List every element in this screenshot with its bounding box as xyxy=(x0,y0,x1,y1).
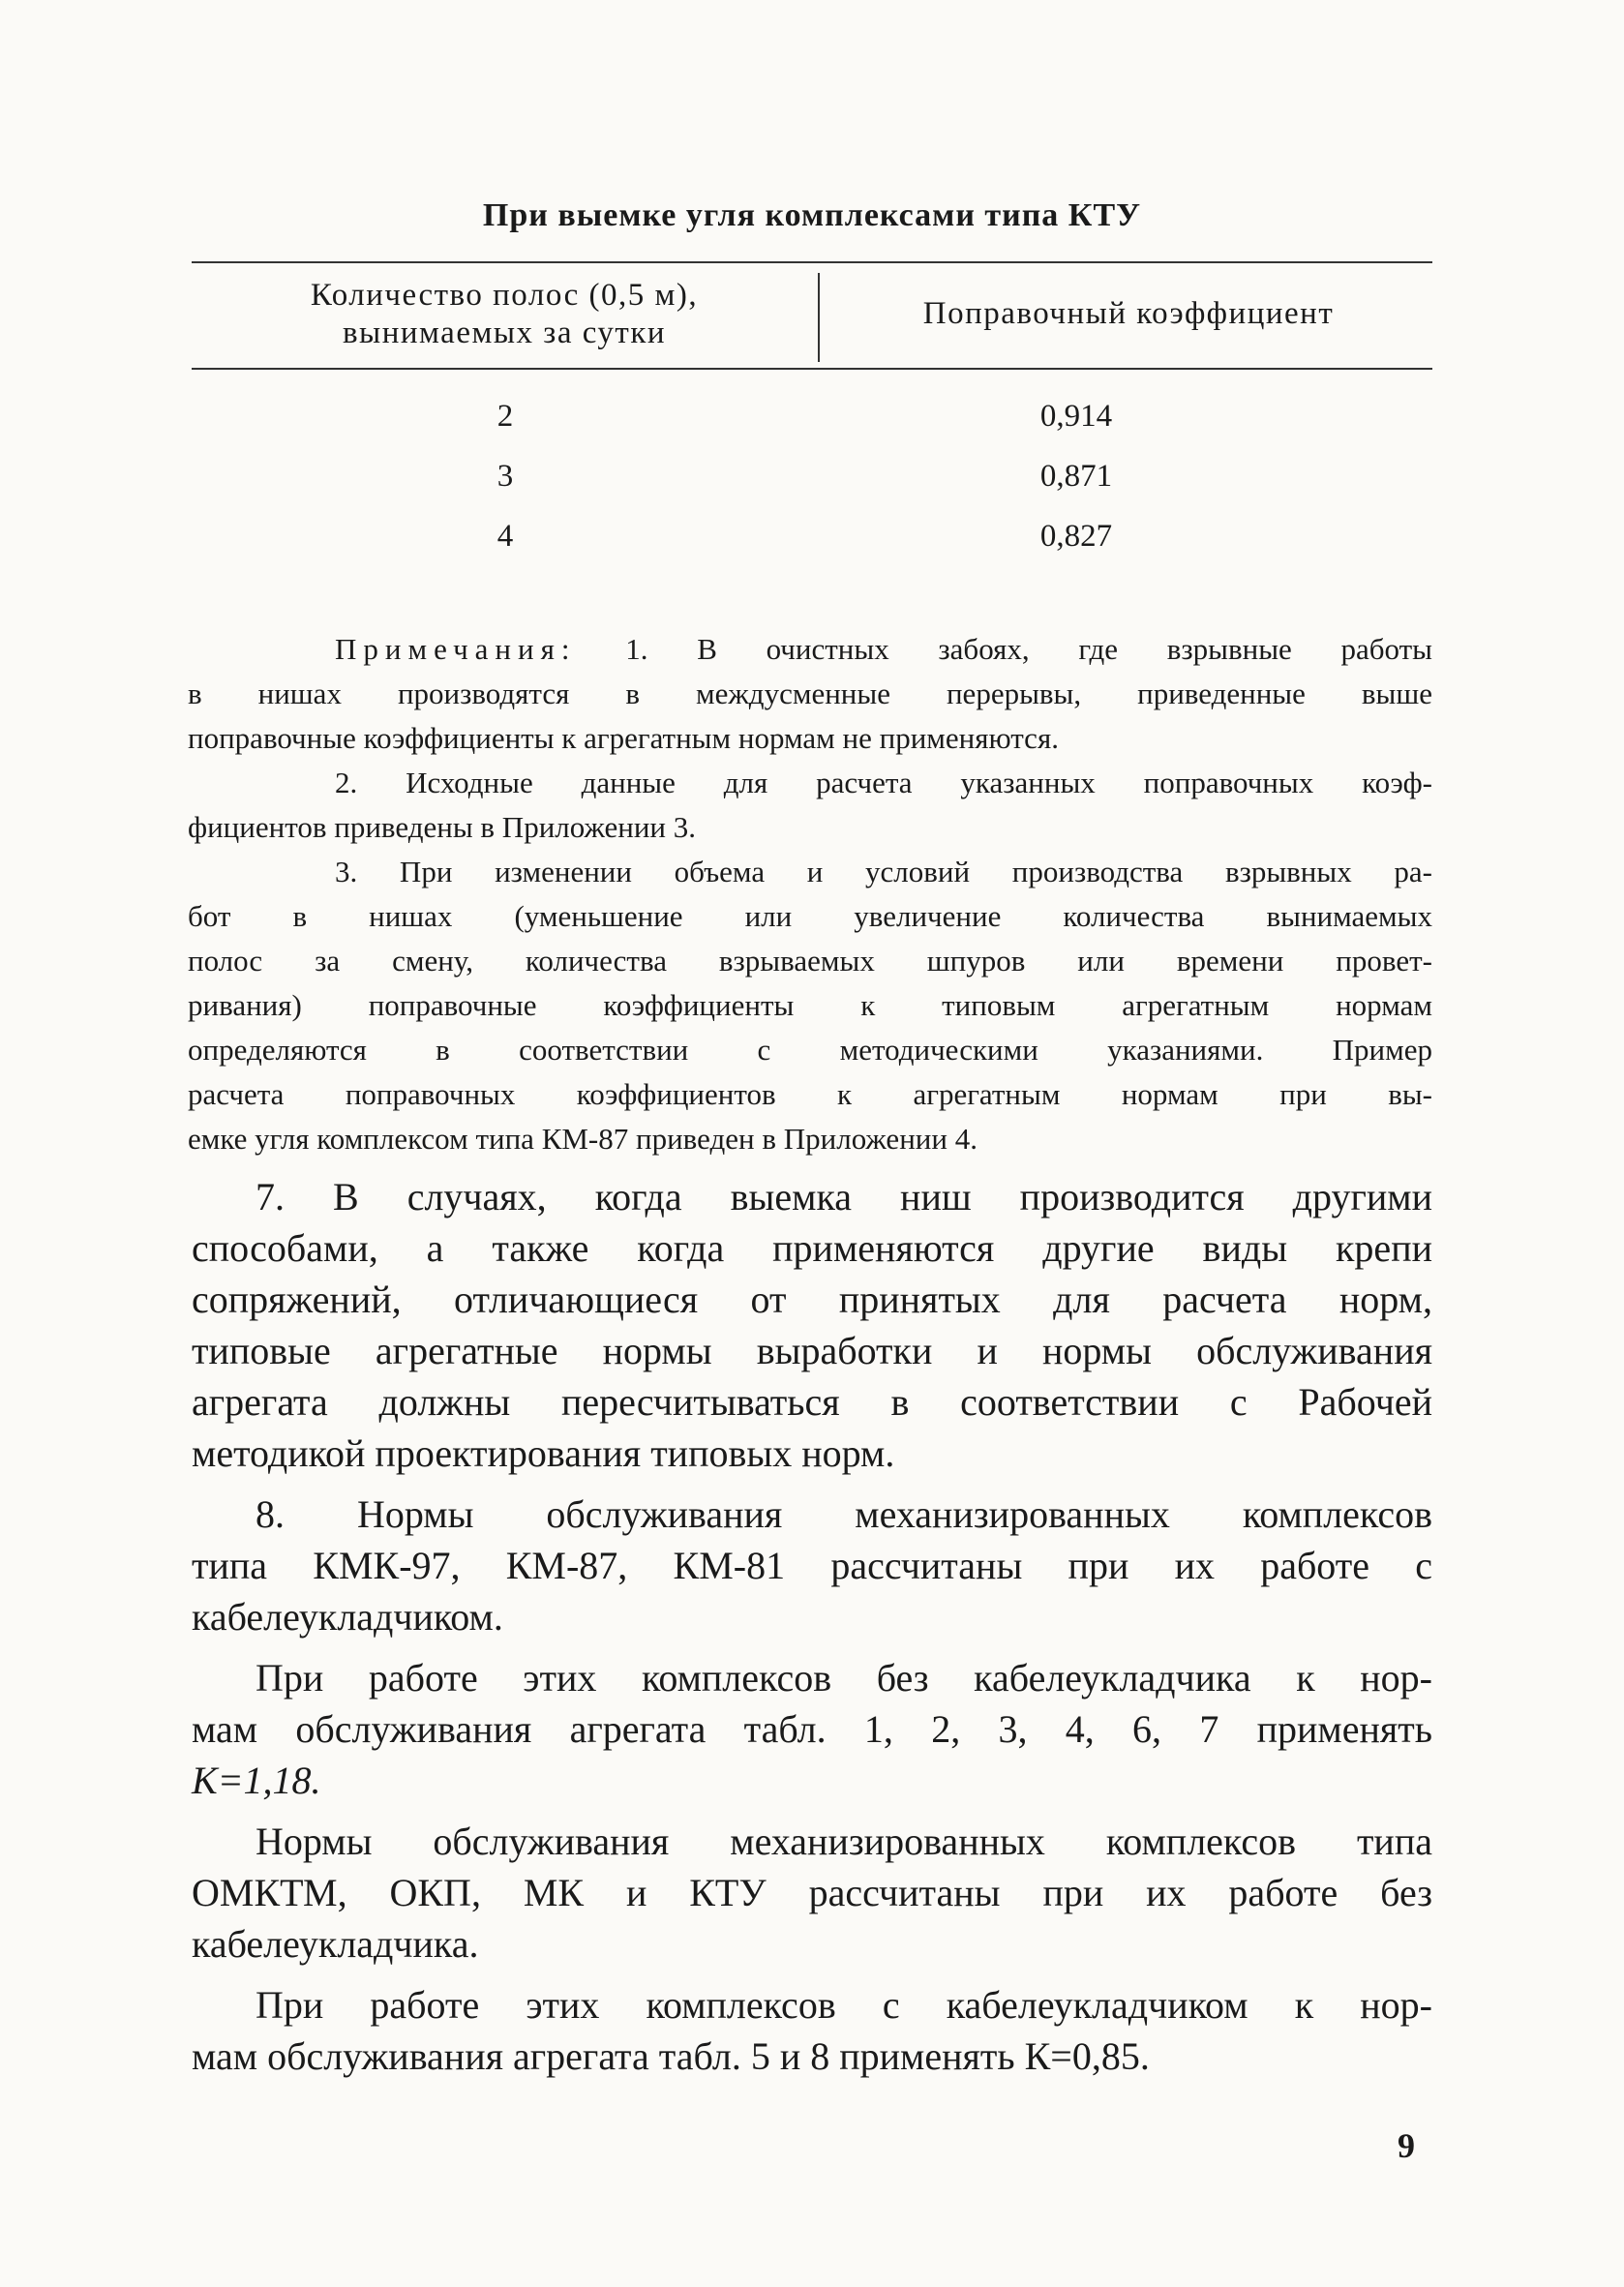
paragraph-line: способами, а также когда применяются другие виды крепи xyxy=(192,1226,1432,1270)
table-row xyxy=(192,459,1432,517)
table-cell-coefficient: 0,914 xyxy=(1039,399,1113,434)
note-3-line: бот в нишах (уменьшение или увеличение количества вынимаемых xyxy=(188,899,1432,933)
note-3-line: 3. При изменении объема и условий производства взрывных ра- xyxy=(335,855,1432,888)
note-2-line: 2. Исходные данные для расчета указанных поправочных коэф- xyxy=(335,766,1432,799)
paragraph-line: методикой проектирования типовых норм. xyxy=(192,1431,895,1475)
paragraph-line: Нормы обслуживания механизированных комплексов типа xyxy=(256,1820,1432,1863)
note-3-line: определяются в соответствии с методическими указаниями. Пример xyxy=(188,1033,1432,1067)
note-1-line-text: 1. В очистных забоях, где взрывные работы xyxy=(625,632,1433,666)
note-3-line: полос за смену, количества взрываемых шпуров или времени провет- xyxy=(188,944,1432,978)
table-top-rule xyxy=(192,261,1432,263)
paragraph-8 xyxy=(192,1489,1432,1642)
paragraph-line: агрегата должны пересчитываться в соответствии с Рабочей xyxy=(192,1380,1432,1424)
table-column-divider xyxy=(818,273,820,362)
paragraph-line: типовые агрегатные нормы выработки и нормы обслуживания xyxy=(192,1329,1432,1372)
table-cell-strips: 4 xyxy=(496,519,514,554)
table-row xyxy=(192,399,1432,457)
note-3-line: емке угля комплексом типа КМ-87 приведен в Приложении 4. xyxy=(188,1122,977,1156)
paragraph-line: типа КМК-97, КМ-87, КМ-81 рассчитаны при их работе с xyxy=(192,1544,1432,1587)
note-3-line: ривания) поправочные коэффициенты к типовым агрегатным нормам xyxy=(188,988,1432,1022)
notes-label: Примечания: xyxy=(335,632,577,666)
paragraph-line: сопряжений, отличающиеся от принятых для расчета норм, xyxy=(192,1278,1432,1321)
paragraph-omktm-norms xyxy=(192,1816,1432,1970)
paragraph-without-cable-layer xyxy=(192,1652,1432,1806)
table-header-strips xyxy=(198,277,810,352)
table-row xyxy=(192,519,1432,577)
paragraph-line: ОМКТМ, ОКП, МК и КТУ рассчитаны при их работе без xyxy=(192,1871,1432,1914)
note-1-line: поправочные коэффициенты к агрегатным нормам не применяются. xyxy=(188,721,1059,755)
paragraph-line: кабелеукладчика. xyxy=(192,1922,479,1966)
coefficient-k-value: К=1,18. xyxy=(192,1759,321,1802)
table-header-rule xyxy=(192,368,1432,370)
note-1-line: в нишах производятся в междусменные перерывы, приведенные выше xyxy=(188,677,1432,710)
table-title: При выемке угля комплексами типа КТУ xyxy=(482,197,1142,233)
paragraph-7 xyxy=(192,1171,1432,1479)
table-cell-strips: 3 xyxy=(496,459,514,494)
note-1-line xyxy=(335,627,1432,672)
note-1 xyxy=(188,627,1433,761)
body-text xyxy=(192,1171,1432,2091)
paragraph-line: 8. Нормы обслуживания механизированных комплексов xyxy=(256,1492,1432,1536)
page-number: 9 xyxy=(1398,2126,1415,2165)
paragraph-with-cable-layer xyxy=(192,1979,1432,2082)
paragraph-line: мам обслуживания агрегата табл. 5 и 8 применять К=0,85. xyxy=(192,2034,1150,2078)
note-2-line: фициентов приведены в Приложении 3. xyxy=(188,810,697,844)
paragraph-line: При работе этих комплексов с кабелеукладчиком к нор- xyxy=(256,1983,1432,2027)
table-notes xyxy=(188,627,1433,1161)
table-header-coefficient: Поправочный коэффициент xyxy=(922,296,1335,331)
table-cell-coefficient: 0,827 xyxy=(1039,519,1113,554)
note-3 xyxy=(188,850,1432,1161)
paragraph-line: кабелеукладчиком. xyxy=(192,1595,503,1639)
paragraph-line: 7. В случаях, когда выемка ниш производится другими xyxy=(256,1175,1432,1219)
table-header-strips-line2: вынимаемых за сутки xyxy=(342,316,667,350)
table-header-strips-line1: Количество полос (0,5 м), xyxy=(310,278,699,313)
table-cell-strips: 2 xyxy=(496,399,514,434)
paragraph-line: мам обслуживания агрегата табл. 1, 2, 3, 4, 6, 7 применять xyxy=(192,1707,1432,1751)
table-cell-coefficient: 0,871 xyxy=(1039,459,1113,494)
note-3-line: расчета поправочных коэффициентов к агрегатным нормам при вы- xyxy=(188,1077,1432,1111)
paragraph-line: При работе этих комплексов без кабелеукладчика к нор- xyxy=(256,1656,1432,1700)
note-2 xyxy=(188,761,1432,850)
